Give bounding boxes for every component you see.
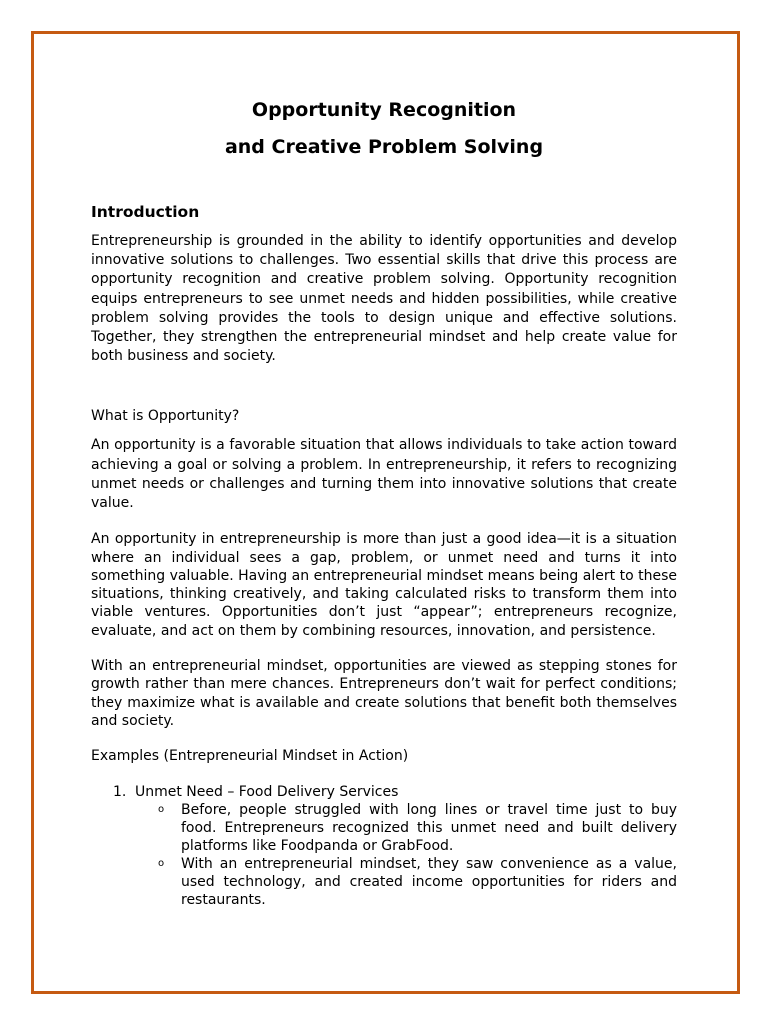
spacer (91, 513, 677, 530)
examples-heading: Examples (Entrepreneurial Mindset in Action) (91, 748, 409, 765)
spacer (91, 730, 677, 747)
title-line-2: and Creative Problem Solving (224, 136, 544, 158)
list-item (91, 855, 677, 909)
spacer (91, 366, 677, 407)
spacer (91, 166, 677, 202)
intro-heading: Introduction (91, 203, 200, 221)
title-line-1: Opportunity Recognition (251, 99, 517, 121)
hollow-bullet-icon: o (158, 858, 165, 870)
document-title (91, 92, 677, 166)
opportunity-paragraph-1: An opportunity is a favorable situation that allows individuals to take action toward achieving a goal or solving a problem. In entrepreneurship, it refers to recognizing unmet needs or challenges and turning them into innovative solutions that create value. (91, 437, 677, 512)
opportunity-heading: What is Opportunity? (91, 408, 240, 425)
example-item-number: 1. (113, 784, 127, 801)
spacer (91, 426, 677, 436)
opportunity-paragraph-3: With an entrepreneurial mindset, opportunities are viewed as stepping stones for growth rather than mere chances. Entrepreneurs don’t wait for perfect conditions; they maximize what is available and create solutions that benefit both themselves and society. (91, 658, 677, 729)
bullet-text: Before, people struggled with long lines or travel time just to buy food. Entrepreneurs recognized this unmet need and built delivery platforms like Foodpanda or GrabFood. (181, 802, 677, 855)
list-item (91, 801, 677, 855)
example-bullet-list (91, 801, 677, 909)
document-body (91, 92, 677, 909)
spacer (91, 222, 677, 232)
spacer (91, 640, 677, 657)
intro-paragraph: Entrepreneurship is grounded in the ability to identify opportunities and develop innovative solutions to challenges. Two essential skills that drive this process are opportunity recognition and creative problem solving. Opportunity recognition equips entrepreneurs to see unmet needs and hidden possibilities, while creative problem solving provides the tools to design unique and effective solutions. Together, they strengthen the entrepreneurial mindset and help create value for both business and society. (91, 233, 677, 365)
example-item-1 (91, 783, 677, 801)
bullet-text: With an entrepreneurial mindset, they saw convenience as a value, used technology, and created income opportunities for riders and restaurants. (181, 856, 677, 909)
opportunity-paragraph-2: An opportunity in entrepreneurship is more than just a good idea—it is a situation where an individual sees a gap, problem, or unmet need and turns it into something valuable. Having an entrepreneurial mindset means being alert to these situations, thinking creatively, and taking calculated risks to transform them into viable ventures. Opportunities don’t just “appear”; entrepreneurs recognize, evaluate, and act on them by combining resources, innovation, and persistence. (91, 531, 677, 639)
spacer (91, 766, 677, 783)
example-item-title: Unmet Need – Food Delivery Services (135, 784, 399, 801)
hollow-bullet-icon: o (158, 804, 165, 816)
